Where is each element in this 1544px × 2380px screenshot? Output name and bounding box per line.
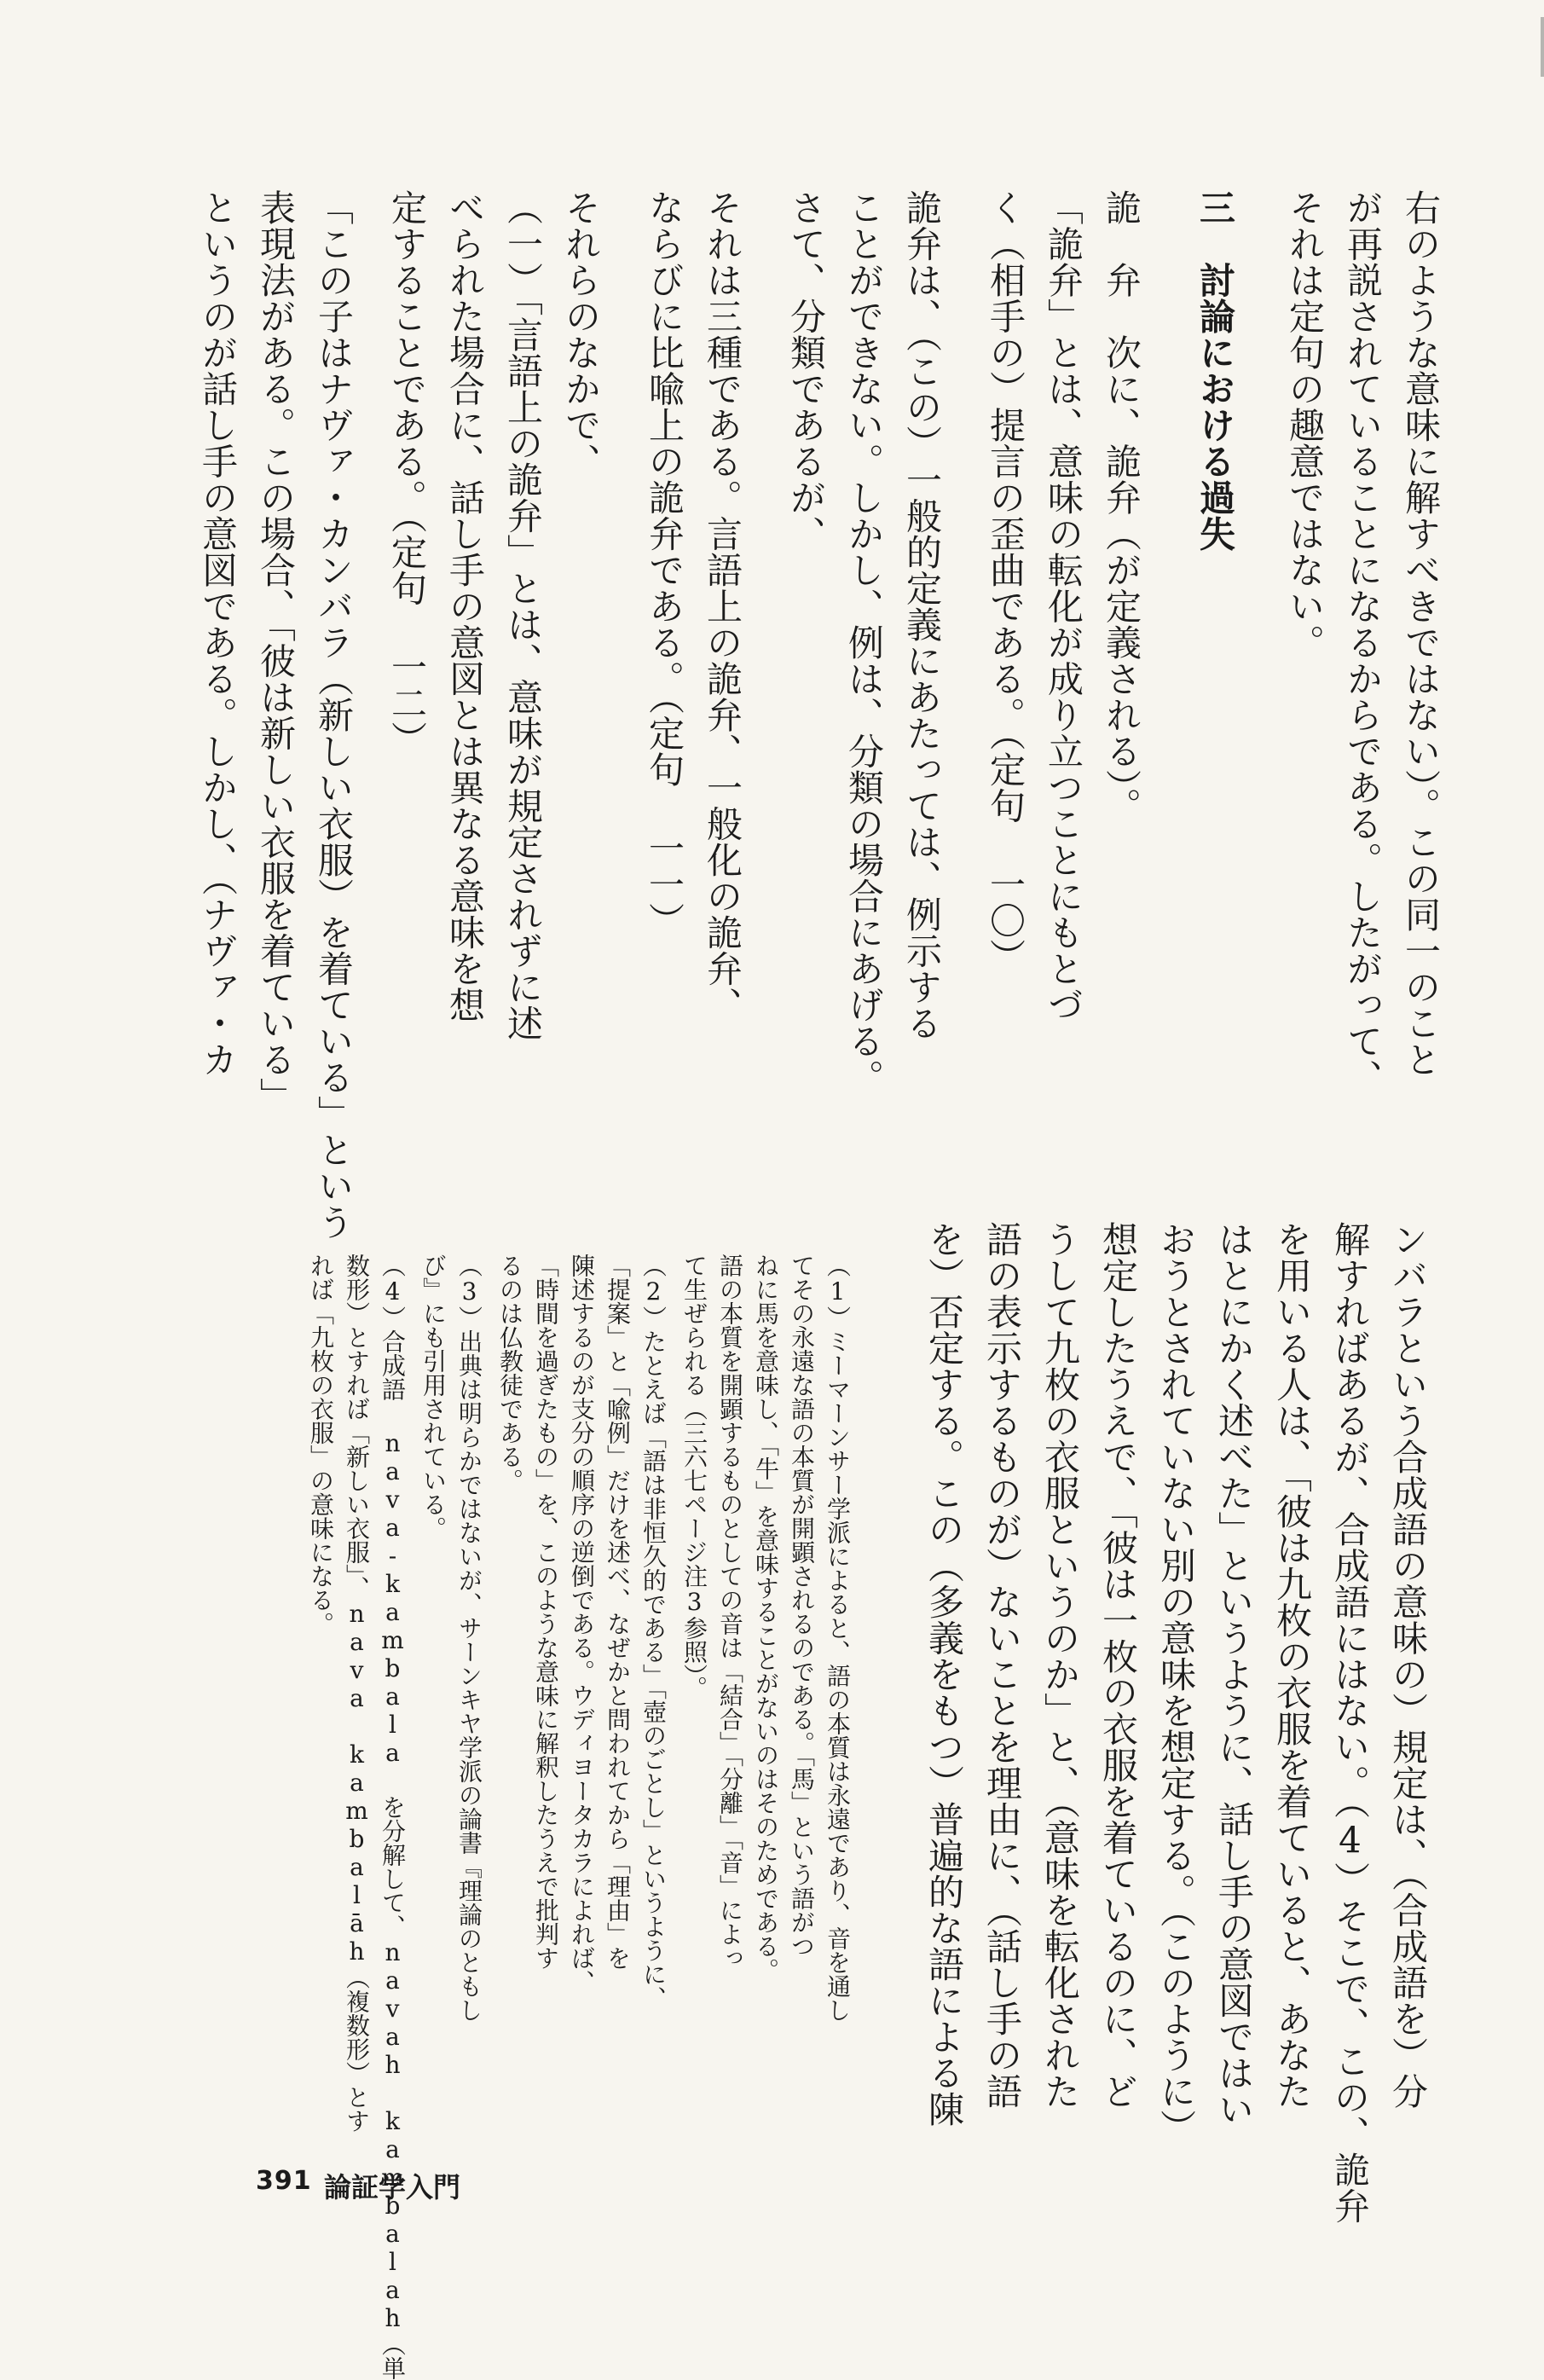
footnote-line: （3）出典は明らかではないが、サーンキヤ学派の論書『理論のともし xyxy=(455,1254,483,2022)
footnote-line: び』にも引用されている。 xyxy=(419,1254,448,1540)
text-column: ことができない。しかし、例は、分類の場合にあげる。 xyxy=(843,189,885,1096)
text-column: 右のような意味に解すべきではない）。この同一のこと xyxy=(1400,189,1442,1078)
page-number: 391 xyxy=(256,2166,312,2196)
footnote-line: （1）ミーマーンサー学派によると、語の本質は永遠であり、音を通し xyxy=(824,1254,852,2022)
text-column: それらのなかで、 xyxy=(560,189,602,479)
text-column: が再説されていることになるからである。したがって、 xyxy=(1342,189,1384,1096)
footnote-line: （4）合成語 nava-kambala を分解して、navah kambalah（単 xyxy=(379,1254,407,2380)
footnote-line: 「提案」と「喩例」だけを述べ、なぜかと問われてから「理由」を xyxy=(604,1254,632,1970)
section-heading: 三 討論における過失 xyxy=(1194,189,1236,552)
text-column: 詭 弁 次に、詭弁（が定義される）。 xyxy=(1101,189,1142,824)
text-column: 想定したうえで、「彼は一枚の衣服を着ているのに、ど xyxy=(1097,1221,1139,2110)
text-column: べられた場合に、話し手の意図とは異なる意味を想 xyxy=(444,189,486,1023)
text-column: 解すればあるが、合成語にはない。（4）そこで、この、詭弁 xyxy=(1329,1221,1371,2224)
footnote-line: てその永遠な語の本質が開顕されるのである。「馬」という語がつ xyxy=(788,1254,816,1958)
footnote-line: れば「九枚の衣服」の意味になる。 xyxy=(307,1254,335,1636)
footnote-line: ねに馬を意味し、「牛」を意味することがないのはそのためである。 xyxy=(752,1254,780,1982)
text-column: おうとされていない別の意味を想定する。（このように） xyxy=(1155,1221,1197,2145)
footnote-line: 「時間を過ぎたもの」を、このような意味に解釈したうえで批判す xyxy=(532,1254,560,1970)
text-column: はとにかく述べた」というように、話し手の意図ではい xyxy=(1213,1221,1255,2128)
text-column: ンバラという合成語の意味の）規定は、（合成語を）分 xyxy=(1387,1221,1429,2110)
text-column: 定することである。（定句 一二） xyxy=(386,189,428,757)
text-column: く（相手の）提言の歪曲である。（定句 一〇） xyxy=(985,189,1026,975)
text-column: （一）「言語上の詭弁」とは、意味が規定されずに述 xyxy=(502,189,544,1041)
text-column: 「詭弁」とは、意味の転化が成り立つことにもとづ xyxy=(1043,189,1084,1023)
footnote-line: （2）たとえば「語は非恒久的である」「壺のごとし」というように、 xyxy=(639,1254,668,2010)
footnote-line: て生ぜられる（三六七ページ注3参照）。 xyxy=(680,1254,708,1700)
text-column: さて、分類であるが、 xyxy=(785,189,827,552)
text-column: うして九枚の衣服というのか」と、（意味を転化された xyxy=(1039,1221,1081,2110)
text-column: を用いる人は、「彼は九枚の衣服を着ていると、あなた xyxy=(1271,1221,1313,2110)
footnote-line: 陳述するのが支分の順序の逆倒である。ウディヨータカラによれば、 xyxy=(568,1254,596,1994)
footnote-line: 数形）とすれば「新しい衣服」、nava kambalāh（複数形）とす xyxy=(343,1254,371,2133)
text-column: それは定句の趣意ではない。 xyxy=(1284,189,1326,661)
text-column: 「この子はナヴァ・カンバラ（新しい衣服）を着ている」という xyxy=(313,189,355,1241)
text-column: 詭弁は、（この）一般的定義にあたっては、例示する xyxy=(901,189,943,1041)
text-column: 語の表示するものが）ないことを理由に、（話し手の語 xyxy=(981,1221,1023,2110)
footnote-line: るのは仏教徒である。 xyxy=(496,1254,524,1492)
text-column: それは三種である。言語上の詭弁、一般化の詭弁、 xyxy=(702,189,743,1023)
text-column: というのが話し手の意図である。しかし、（ナヴァ・カ xyxy=(197,189,239,1078)
text-column: ならびに比喩上の詭弁である。（定句 一一） xyxy=(644,189,685,939)
running-title: 論証学入門 xyxy=(324,2171,461,2203)
text-column: を）否定する。この（多義をもつ）普遍的な語による陳 xyxy=(923,1221,965,2128)
scan-edge-mark xyxy=(1506,17,1544,77)
text-column: 表現法がある。この場合、「彼は新しい衣服を着ている」 xyxy=(255,189,297,1114)
footnote-line: 語の本質を開顕するものとしての音は「結合」「分離」「音」によっ xyxy=(716,1254,744,1970)
